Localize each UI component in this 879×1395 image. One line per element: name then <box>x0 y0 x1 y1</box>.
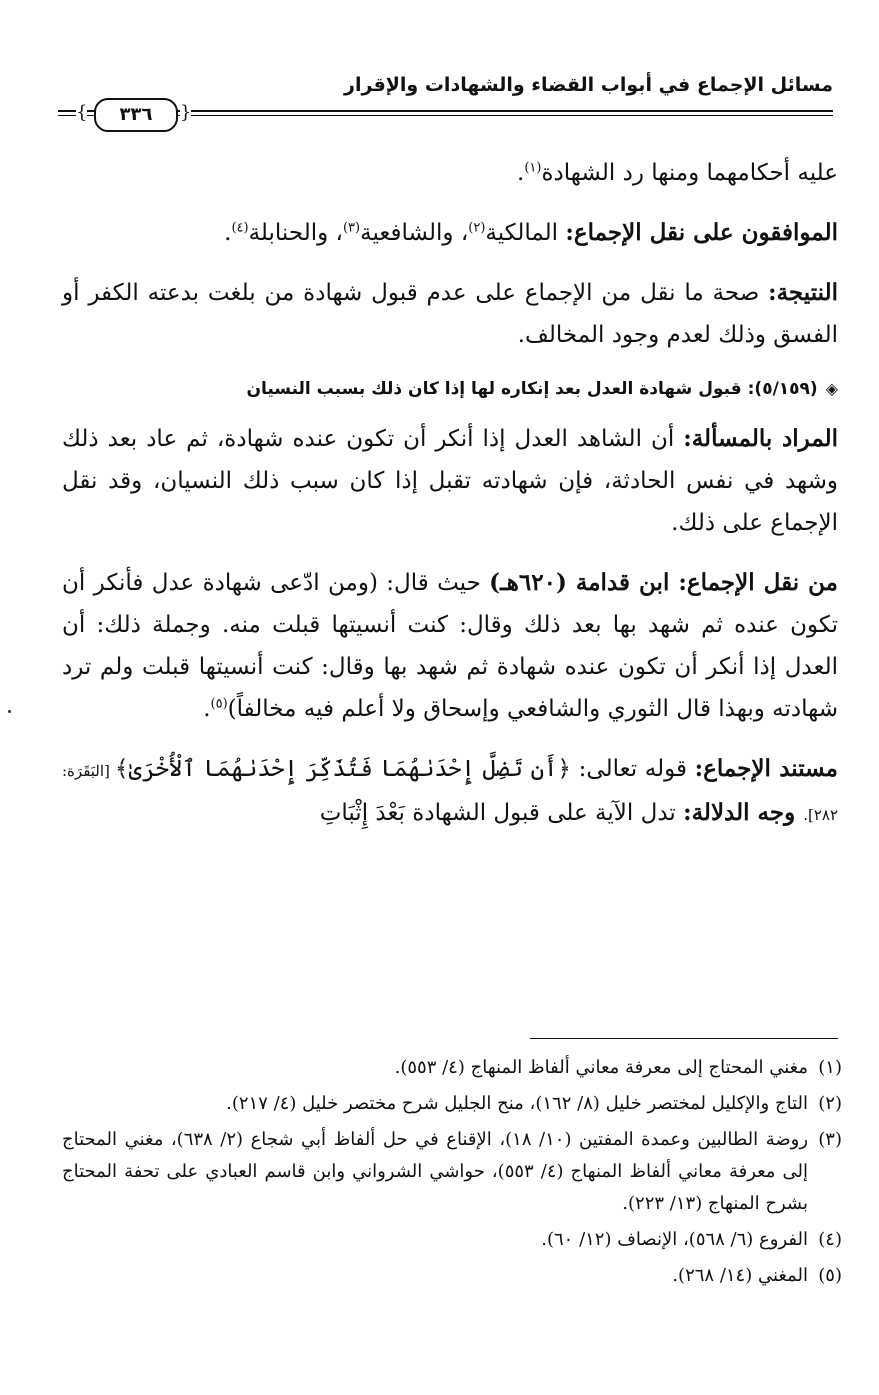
paragraph-result <box>62 272 838 356</box>
main-text <box>62 152 838 854</box>
ornament-left-icon: { <box>76 100 87 126</box>
footnote-ref[interactable]: (٢) <box>468 220 486 236</box>
footnote <box>62 1224 842 1256</box>
diamond-bullet-icon: ◈ <box>825 379 838 398</box>
footnote-number: (٣) <box>818 1129 842 1150</box>
footnote-text: الفروع (٦/ ٥٦٨)، الإنصاف (١٢/ ٦٠). <box>541 1229 808 1250</box>
paragraph-text: المالكية <box>485 220 566 246</box>
verse-reference: [البَقَرَة: ٢٨٢]. <box>62 762 838 824</box>
footnote-number: (٢) <box>818 1093 842 1114</box>
paragraph-text: قوله تعالى: <box>571 756 695 782</box>
paragraph-text: ، والحنابلة <box>248 220 343 246</box>
footnote-text: المغني (١٤/ ٢٦٨). <box>672 1265 808 1286</box>
section-lead: الموافقون على نقل الإجماع: <box>565 219 838 246</box>
punctuation: . <box>203 696 211 722</box>
section-lead: وجه الدلالة: <box>683 799 804 826</box>
paragraph-text: ، والشافعية <box>360 220 469 246</box>
punctuation: . <box>517 160 525 186</box>
footnotes <box>62 1052 842 1296</box>
footnote-number: (١) <box>818 1057 842 1078</box>
footnote-text: مغني المحتاج إلى معرفة معاني ألفاظ المنهاج (٤/ ٥٥٣). <box>394 1057 808 1078</box>
punctuation: . <box>224 220 232 246</box>
section-lead: من نقل الإجماع: <box>678 569 838 596</box>
ornament-right-icon: } <box>180 100 191 126</box>
footnote-ref[interactable]: (٤) <box>231 220 249 236</box>
quran-verse: ﴿أَن تَضِلَّ إِحْدَىٰهُمَا فَتُذَكِّرَ إِحْدَىٰهُمَا ٱلْأُخْرَىٰ﴾ <box>115 756 572 782</box>
section-lead: النتيجة: <box>768 279 838 306</box>
paragraph-continuation <box>62 152 838 194</box>
paragraph-agreeing <box>62 212 838 254</box>
paragraph-text: عليه أحكامهما ومنها رد الشهادة <box>541 160 838 186</box>
footnote-ref[interactable]: (١) <box>524 160 542 176</box>
scan-speck <box>8 710 11 713</box>
footnote-ref[interactable]: (٥) <box>210 696 228 712</box>
footnote <box>62 1124 842 1220</box>
issue-title: قبول شهادة العدل بعد إنكاره لها إذا كان ذلك بسبب النسيان <box>246 379 748 399</box>
paragraph-text: حيث قال: (ومن ادّعى شهادة عدل فأنكر أن تكون عنده ثم شهد بها بعد ذلك وقال: كنت أنسيتها قبلت منه. وجملة ذلك: أن العدل إذا أنكر أن تكون عنده شهادة ثم شهد بها وقال: كنت أنسيتها قبلت ولم ترد شهادته وبهذا قال الثوري والشافعي وإسحاق ولا أعلم فيه مخالفاً) <box>62 570 838 722</box>
paragraph-transmitter <box>62 562 838 730</box>
footnote-text: روضة الطالبين وعمدة المفتين (١٠/ ١٨)، الإقناع في حل ألفاظ أبي شجاع (٢/ ٦٣٨)، مغني المحتاج إلى معرفة معاني ألفاظ المنهاج (٤/ ٥٥٣)، حواشي الشرواني وابن قاسم العبادي على تحفة المحتاج بشرح المنهاج (١٣/ ٢٢٣). <box>62 1129 809 1214</box>
paragraph-meaning <box>62 418 838 544</box>
paragraph-text: أن الشاهد العدل إذا أنكر أن تكون عنده شهادة، ثم عاد بعد ذلك وشهد في نفس الحادثة، فإن شهادته تقبل إذا كان سبب ذلك النسيان، وقد نقل الإجماع على ذلك. <box>62 426 838 536</box>
page-number: ٣٣٦ <box>94 98 178 132</box>
footnote-ref[interactable]: (٣) <box>342 220 361 236</box>
section-lead: المراد بالمسألة: <box>683 425 839 452</box>
footnote-text: التاج والإكليل لمختصر خليل (٨/ ١٦٢)، منح الجليل شرح مختصر خليل (٤/ ٢١٧). <box>226 1093 808 1114</box>
paragraph-text: صحة ما نقل من الإجماع على عدم قبول شهادة من بلغت بدعته الكفر أو الفسق وذلك لعدم وجود المخالف. <box>62 280 838 348</box>
issue-number: (٥/١٥٩): <box>747 379 818 399</box>
footnote-number: (٥) <box>818 1265 842 1286</box>
footnote <box>62 1260 842 1292</box>
section-lead: مستند الإجماع: <box>694 755 838 782</box>
footnote <box>62 1052 842 1084</box>
footnote <box>62 1088 842 1120</box>
running-header <box>58 70 833 130</box>
paragraph-evidence <box>62 748 838 836</box>
scholar-name: ابن قدامة (٦٢٠هـ) <box>489 569 679 596</box>
issue-heading <box>62 374 838 404</box>
footnote-separator <box>530 1038 838 1039</box>
paragraph-text: تدل الآية على قبول الشهادة بَعْدَ إِثْبَاتِ <box>319 800 684 826</box>
running-title: مسائل الإجماع في أبواب القضاء والشهادات والإقرار <box>344 74 833 96</box>
footnote-number: (٤) <box>818 1229 842 1250</box>
